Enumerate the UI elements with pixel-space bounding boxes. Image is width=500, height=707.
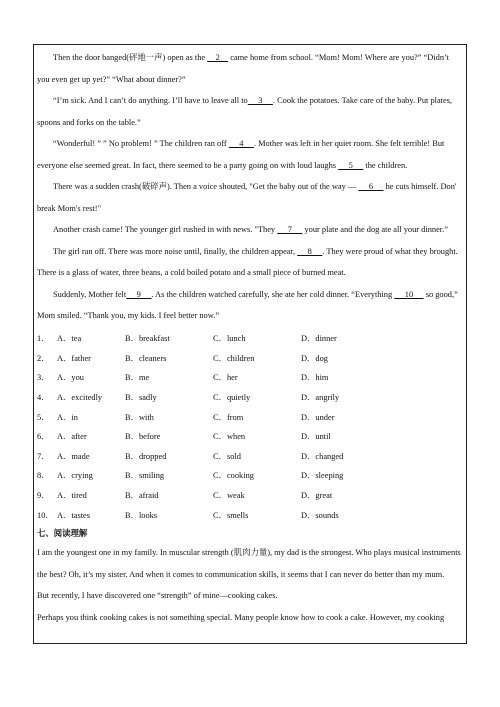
answer-blank[interactable]: 3 <box>247 96 273 105</box>
options-list <box>37 329 463 525</box>
option-d[interactable]: D．changed <box>301 451 344 461</box>
paragraph-text: . They were proud of what they brought. There is a glass of water, three beans, a cold boiled potato and a small piece of burned meat. <box>37 246 458 277</box>
question-number: 4． <box>37 393 50 403</box>
question-number: 1． <box>37 334 50 344</box>
option-c[interactable]: C．her <box>213 373 238 383</box>
question-row <box>37 348 463 368</box>
option-a[interactable]: A．after <box>57 432 87 442</box>
answer-blank[interactable]: 8 <box>297 246 323 256</box>
answer-blank[interactable]: 10 <box>394 289 424 299</box>
option-d[interactable]: D．angrily <box>301 393 340 403</box>
option-b[interactable]: B．me <box>125 373 150 383</box>
option-b[interactable]: B．before <box>125 432 161 442</box>
question-number: 9． <box>37 491 50 501</box>
paragraph-text: your plate and the dog ate all your dinner.” <box>302 225 448 234</box>
option-c[interactable]: C．children <box>213 353 255 363</box>
answer-blank[interactable]: 4 <box>228 139 254 148</box>
reading-paragraph: I am the youngest one in my family. In muscular strength (肌肉力量), my dad is the strongest. Who plays musical instruments the best? Oh, it’s my sister. And when it comes to communication skills, it seems that I can never do better than my mum. <box>37 548 461 579</box>
option-d[interactable]: D．sleeping <box>301 471 344 481</box>
answer-blank[interactable]: 2 <box>207 53 229 62</box>
option-d[interactable]: D．sounds <box>301 510 339 520</box>
option-c[interactable]: C．lunch <box>213 334 246 344</box>
option-c[interactable]: C．from <box>213 412 244 422</box>
option-d[interactable]: D．under <box>301 412 335 422</box>
question-number: 2． <box>37 353 50 363</box>
option-a[interactable]: A．in <box>57 412 78 422</box>
paragraph-text: came home from school. “Mom! Mom! Where are you?” “Didn’t you even get up yet?” “What about dinner?” <box>37 53 449 84</box>
option-b[interactable]: B．dropped <box>125 451 167 461</box>
cloze-paragraph <box>37 47 463 90</box>
answer-blank[interactable]: 6 <box>358 182 384 191</box>
paragraph-text: he cuts himself. Don' break Mom's rest!" <box>37 182 457 213</box>
option-b[interactable]: B．with <box>125 412 154 422</box>
question-row <box>37 407 463 427</box>
option-a[interactable]: A．crying <box>57 471 93 481</box>
question-number: 10． <box>37 510 54 520</box>
option-a[interactable]: A．you <box>57 373 84 383</box>
cloze-paragraph <box>37 241 463 284</box>
option-b[interactable]: B．looks <box>125 510 158 520</box>
document-body <box>37 47 463 628</box>
cloze-paragraph <box>37 219 463 241</box>
option-b[interactable]: B．afraid <box>125 491 159 501</box>
reading-paragraph: Perhaps you think cooking cakes is not something special. Many people know how to cook a cake. However, my cooking <box>37 612 445 622</box>
cloze-passage <box>37 47 463 327</box>
question-row <box>37 505 463 525</box>
reading-passage <box>37 542 463 628</box>
paragraph-text: The girl ran off. There was more noise until, finally, the children appear, <box>53 246 298 256</box>
question-row <box>37 387 463 407</box>
cloze-paragraph <box>37 90 463 133</box>
answer-blank[interactable]: 5 <box>338 160 364 170</box>
question-row <box>37 446 463 466</box>
question-row <box>37 466 463 486</box>
option-d[interactable]: D．him <box>301 373 329 383</box>
paragraph-text: . Cook the potatoes. Take care of the baby. Put plates, spoons and forks on the table.” <box>37 96 453 127</box>
answer-blank[interactable]: 7 <box>277 225 303 234</box>
option-a[interactable]: A．tastes <box>57 510 91 520</box>
cloze-paragraph <box>37 284 463 327</box>
paragraph-text: . As the children watched carefully, she ate her cold dinner. “Everything <box>151 289 395 299</box>
question-number: 3． <box>37 373 50 383</box>
option-b[interactable]: B．sadly <box>125 393 157 403</box>
option-b[interactable]: B．smiling <box>125 471 165 481</box>
paragraph-text: . Mother was left in her quiet room. She felt terrible! But everyone else seemed great. In fact, there seemed to be a party going on with loud laughs <box>37 139 445 170</box>
option-b[interactable]: B．cleaners <box>125 353 167 363</box>
paragraph-text: Then the door banged(砰地一声) open as the <box>53 53 208 62</box>
option-a[interactable]: A．tea <box>57 334 82 344</box>
option-c[interactable]: C．quietly <box>213 393 251 403</box>
question-row <box>37 485 463 505</box>
paragraph-text: Suddenly, Mother felt <box>53 289 127 299</box>
question-row <box>37 426 463 446</box>
paragraph-text: so good,” Mom smiled. “Thank you, my kids. I feel better now.” <box>37 289 458 320</box>
paragraph-text: the children. <box>363 160 408 170</box>
question-number: 5． <box>37 412 50 422</box>
option-d[interactable]: D．dinner <box>301 334 337 344</box>
option-a[interactable]: A．father <box>57 353 91 363</box>
cloze-paragraph <box>37 176 463 219</box>
option-d[interactable]: D．great <box>301 491 333 501</box>
paragraph-text: Another crash came! The younger girl rushed in with news. "They <box>53 225 278 234</box>
option-c[interactable]: C．smells <box>213 510 249 520</box>
option-a[interactable]: A．excitedly <box>57 393 103 403</box>
option-c[interactable]: C．cooking <box>213 471 254 481</box>
answer-blank[interactable]: 9 <box>126 289 152 299</box>
section-title: 七、阅读理解 <box>37 528 88 539</box>
option-b[interactable]: B．breakfast <box>125 334 170 344</box>
paragraph-text: “I’m sick. And I can’t do anything. I’ll have to leave all to <box>53 96 248 105</box>
option-a[interactable]: A．made <box>57 451 90 461</box>
cloze-paragraph <box>37 133 463 176</box>
question-number: 6． <box>37 432 50 442</box>
question-number: 8． <box>37 471 50 481</box>
option-d[interactable]: D．until <box>301 432 331 442</box>
option-c[interactable]: C．sold <box>213 451 241 461</box>
option-c[interactable]: C．weak <box>213 491 245 501</box>
paragraph-text: “Wonderful! ” ” No problem! ” The children ran off <box>53 139 229 148</box>
option-a[interactable]: A．tired <box>57 491 87 501</box>
paragraph-text: There was a sudden crash(破碎声). Then a voice shouted, "Get the baby out of the way — <box>53 182 359 191</box>
option-c[interactable]: C．when <box>213 432 246 442</box>
reading-paragraph: But recently, I have discovered one “strength” of mine—cooking cakes. <box>37 591 278 601</box>
question-number: 7． <box>37 451 50 461</box>
option-d[interactable]: D．dog <box>301 353 328 363</box>
question-row <box>37 329 463 349</box>
question-row <box>37 368 463 388</box>
